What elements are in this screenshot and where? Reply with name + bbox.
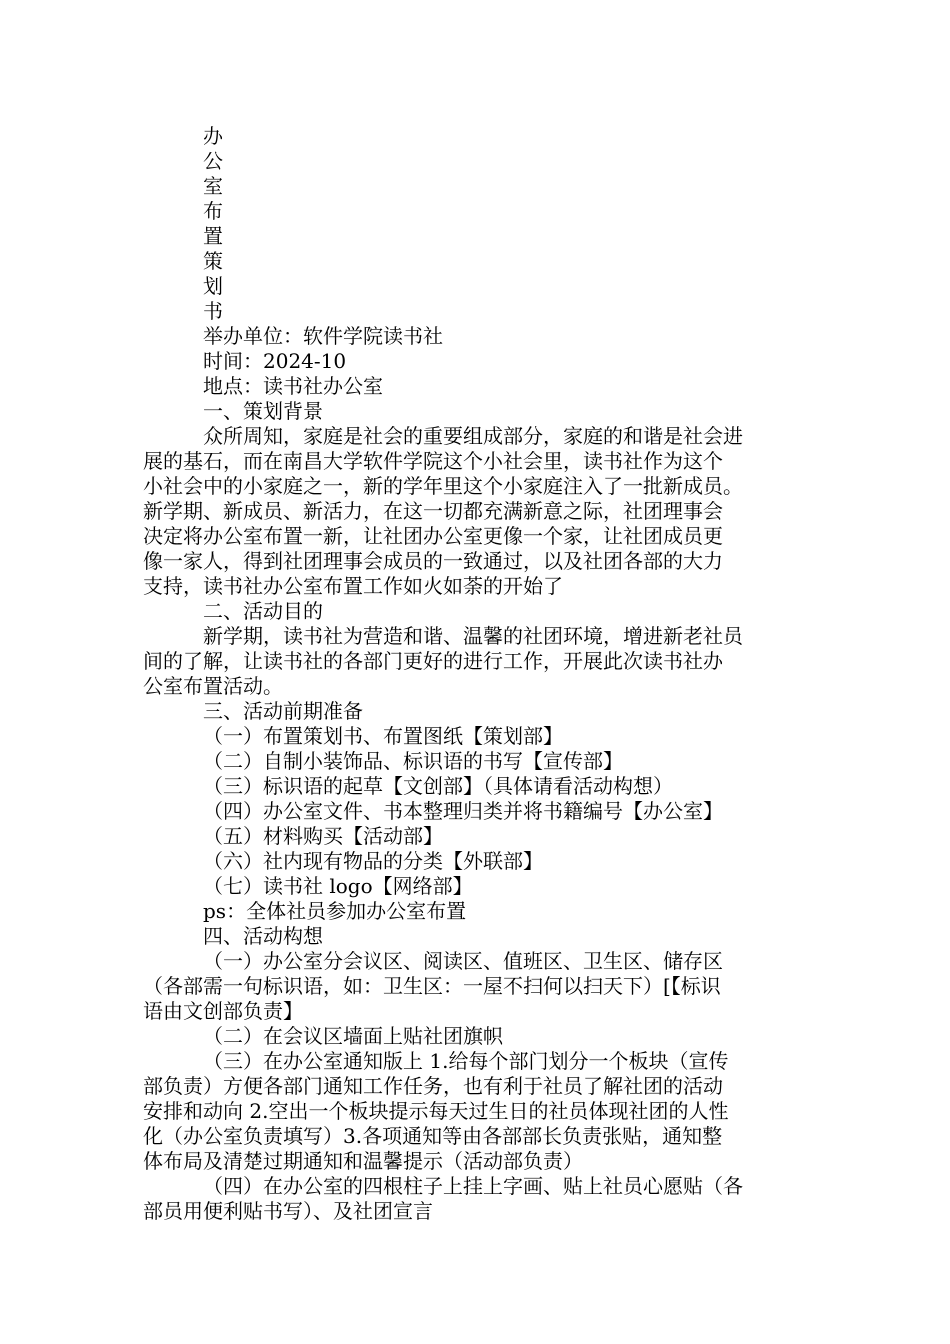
paragraph-line: 公室布置活动。 — [143, 674, 283, 698]
paragraph-line: 间的了解，让读书社的各部门更好的进行工作，开展此次读书社办 — [143, 649, 723, 673]
paragraph-line: （各部需一句标识语，如：卫生区：一屋不扫何以扫天下）[【标识 — [143, 974, 721, 998]
time-line: 时间：2024-10 — [203, 349, 347, 373]
paragraph-line: 新学期、新成员、新活力，在这一切都充满新意之际，社团理事会 — [143, 499, 723, 523]
paragraph-line: （一）办公室分会议区、阅读区、值班区、卫生区、储存区 — [203, 949, 723, 973]
title-char: 公 — [203, 149, 223, 173]
list-item: （二）自制小装饰品、标识语的书写【宣传部】 — [203, 749, 623, 773]
paragraph-line: 体布局及清楚过期通知和温馨提示（活动部负责） — [143, 1149, 583, 1173]
paragraph-line: （三）在办公室通知版上 1.给每个部门划分一个板块（宣传 — [203, 1049, 729, 1073]
title-char: 办 — [203, 124, 223, 148]
paragraph-line: （四）在办公室的四根柱子上挂上字画、贴上社员心愿贴（各 — [203, 1174, 743, 1198]
title-char: 置 — [203, 224, 223, 248]
title-char: 策 — [203, 249, 223, 273]
section-heading: 二、活动目的 — [203, 599, 323, 623]
paragraph-line: 化（办公室负责填写）3.各项通知等由各部部长负责张贴，通知整 — [143, 1124, 723, 1148]
paragraph-line: 安排和动向 2.空出一个板块提示每天过生日的社员体现社团的人性 — [143, 1099, 729, 1123]
section-heading: 三、活动前期准备 — [203, 699, 363, 723]
paragraph-line: 展的基石，而在南昌大学软件学院这个小社会里，读书社作为这个 — [143, 449, 723, 473]
section-heading: 一、策划背景 — [203, 399, 323, 423]
paragraph-line: （二）在会议区墙面上贴社团旗帜 — [203, 1024, 503, 1048]
title-char: 布 — [203, 199, 223, 223]
paragraph-line: 部负责）方便各部门通知工作任务，也有利于社员了解社团的活动 — [143, 1074, 723, 1098]
section-heading: 四、活动构想 — [203, 924, 323, 948]
title-char: 书 — [203, 299, 223, 323]
title-char: 室 — [203, 174, 223, 198]
paragraph-line: 语由文创部负责】 — [143, 999, 303, 1023]
paragraph-line: 部员用便利贴书写）、及社团宣言 — [143, 1199, 433, 1223]
list-item: （一）布置策划书、布置图纸【策划部】 — [203, 724, 563, 748]
list-item: （六）社内现有物品的分类【外联部】 — [203, 849, 543, 873]
paragraph-line: 众所周知，家庭是社会的重要组成部分，家庭的和谐是社会进 — [203, 424, 743, 448]
paragraph-line: 像一家人，得到社团理事会成员的一致通过，以及社团各部的大力 — [143, 549, 723, 573]
note-line: ps：全体社员参加办公室布置 — [203, 899, 467, 923]
location-line: 地点：读书社办公室 — [203, 374, 383, 398]
paragraph-line: 小社会中的小家庭之一，新的学年里这个小家庭注入了一批新成员。 — [143, 474, 743, 498]
list-item: （七）读书社 logo【网络部】 — [203, 874, 473, 898]
paragraph-line: 新学期，读书社为营造和谐、温馨的社团环境，增进新老社员 — [203, 624, 743, 648]
paragraph-line: 决定将办公室布置一新，让社团办公室更像一个家，让社团成员更 — [143, 524, 723, 548]
title-char: 划 — [203, 274, 223, 298]
list-item: （四）办公室文件、书本整理归类并将书籍编号【办公室】 — [203, 799, 723, 823]
organizer-line: 举办单位：软件学院读书社 — [203, 324, 443, 348]
list-item: （五）材料购买【活动部】 — [203, 824, 443, 848]
list-item: （三）标识语的起草【文创部】（具体请看活动构想） — [203, 774, 673, 798]
paragraph-line: 支持，读书社办公室布置工作如火如荼的开始了 — [143, 574, 563, 598]
